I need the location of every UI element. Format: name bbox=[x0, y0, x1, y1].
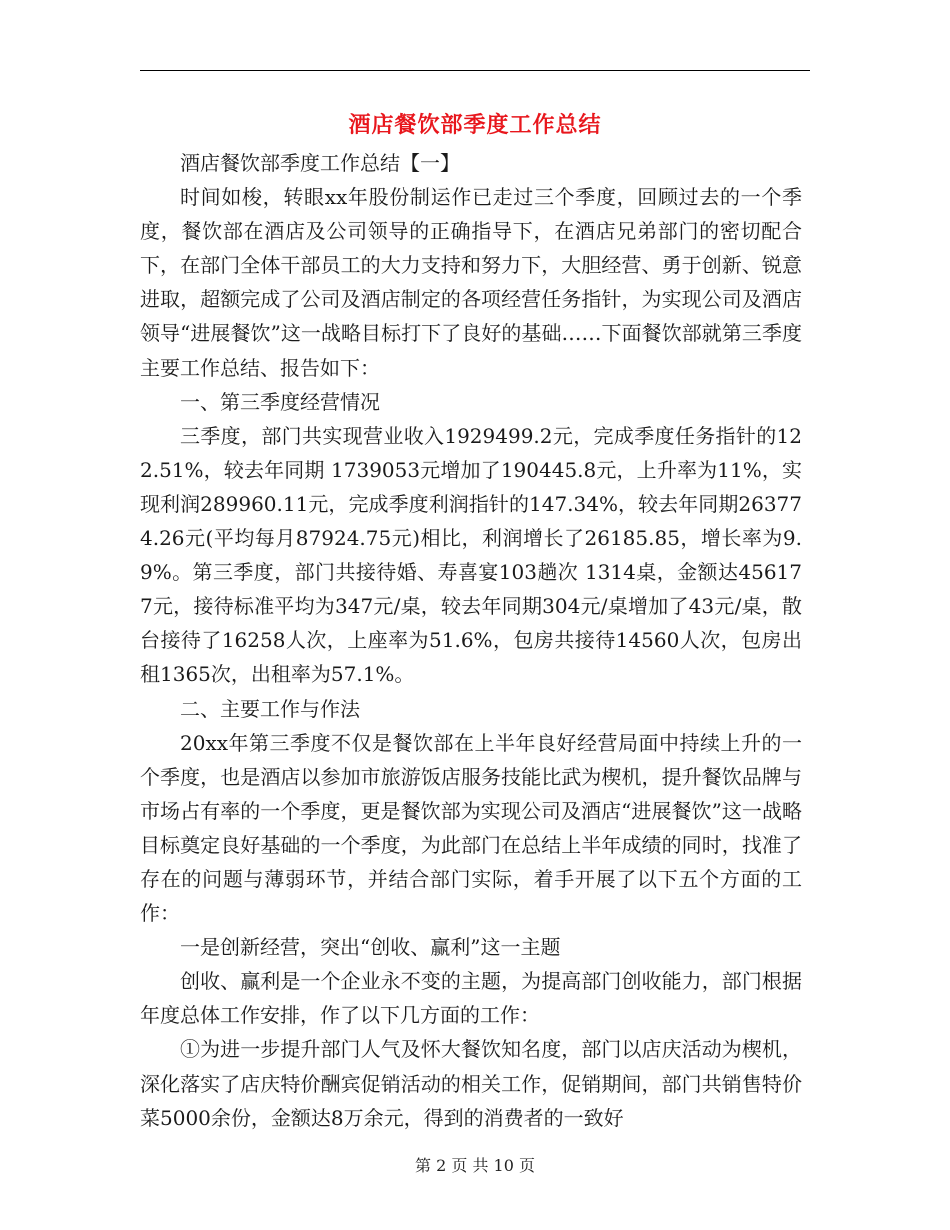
revenue-paragraph: 创收、赢利是一个企业永不变的主题，为提高部门创收能力，部门根据年度总体工作安排，作了以下几方面的工作： bbox=[140, 969, 802, 1028]
intro-paragraph: 时间如梭，转眼xx年股份制运作已走过三个季度，回顾过去的一个季度，餐饮部在酒店及公司领导的正确指导下，在酒店兄弟部门的密切配合下，在部门全体干部员工的大力支持和努力下，大胆经营、勇于创新、锐意进取，超额完成了公司及酒店制定的各项经营任务指针，为实现公司及酒店领导“进展餐饮”这一战略目标打下了良好的基础……下面餐饮部就第三季度主要工作总结、报告如下： bbox=[140, 185, 802, 380]
promotion-paragraph: ①为进一步提升部门人气及怀大餐饮知名度，部门以店庆活动为楔机，深化落实了店庆特价酬宾促销活动的相关工作，促销期间，部门共销售特价菜5000余份，金额达8万余元，得到的消费者的一致好 bbox=[140, 1037, 802, 1130]
section-heading-1: 一、第三季度经营情况 bbox=[180, 389, 380, 414]
header-rule bbox=[140, 70, 810, 71]
subsection-heading-1: 一是创新经营，突出“创收、赢利”这一主题 bbox=[180, 935, 561, 960]
document-title: 酒店餐饮部季度工作总结 bbox=[348, 112, 602, 138]
page-number: 第 2 页 共 10 页 bbox=[415, 1156, 535, 1175]
operations-paragraph: 三季度，部门共实现营业收入1929499.2元，完成季度任务指针的122.51%，较去年同期 1739053元增加了190445.8元，上升率为11%，实现利润289960.11元，完成季度利润指针的147.34%，较去年同期263774.26元(平均每月87924.75元)相比，利润增长了26185.85，增长率为9.9%。第三季度，部门共接待婚、寿喜宴103趟次 1314桌，金额达456177元，接待标准平均为347元/桌，较去年同期304元/桌增加了43元/桌，散台接待了16258人次，上座率为51.6%，包房共接待14560人次，包房出租1365次，出租率为57.1%。 bbox=[140, 423, 802, 687]
document-body bbox=[140, 146, 802, 1135]
work-overview-paragraph: 20xx年第三季度不仅是餐饮部在上半年良好经营局面中持续上升的一个季度，也是酒店以参加市旅游饭店服务技能比武为楔机，提升餐饮品牌与市场占有率的一个季度，更是餐饮部为实现公司及酒店“进展餐饮”这一战略目标奠定良好基础的一个季度，为此部门在总结上半年成绩的同时，找准了存在的问题与薄弱环节，并结合部门实际，着手开展了以下五个方面的工作： bbox=[140, 730, 802, 926]
section-heading-2: 二、主要工作与作法 bbox=[180, 696, 360, 721]
subtitle-paragraph: 酒店餐饮部季度工作总结【一】 bbox=[180, 151, 460, 175]
